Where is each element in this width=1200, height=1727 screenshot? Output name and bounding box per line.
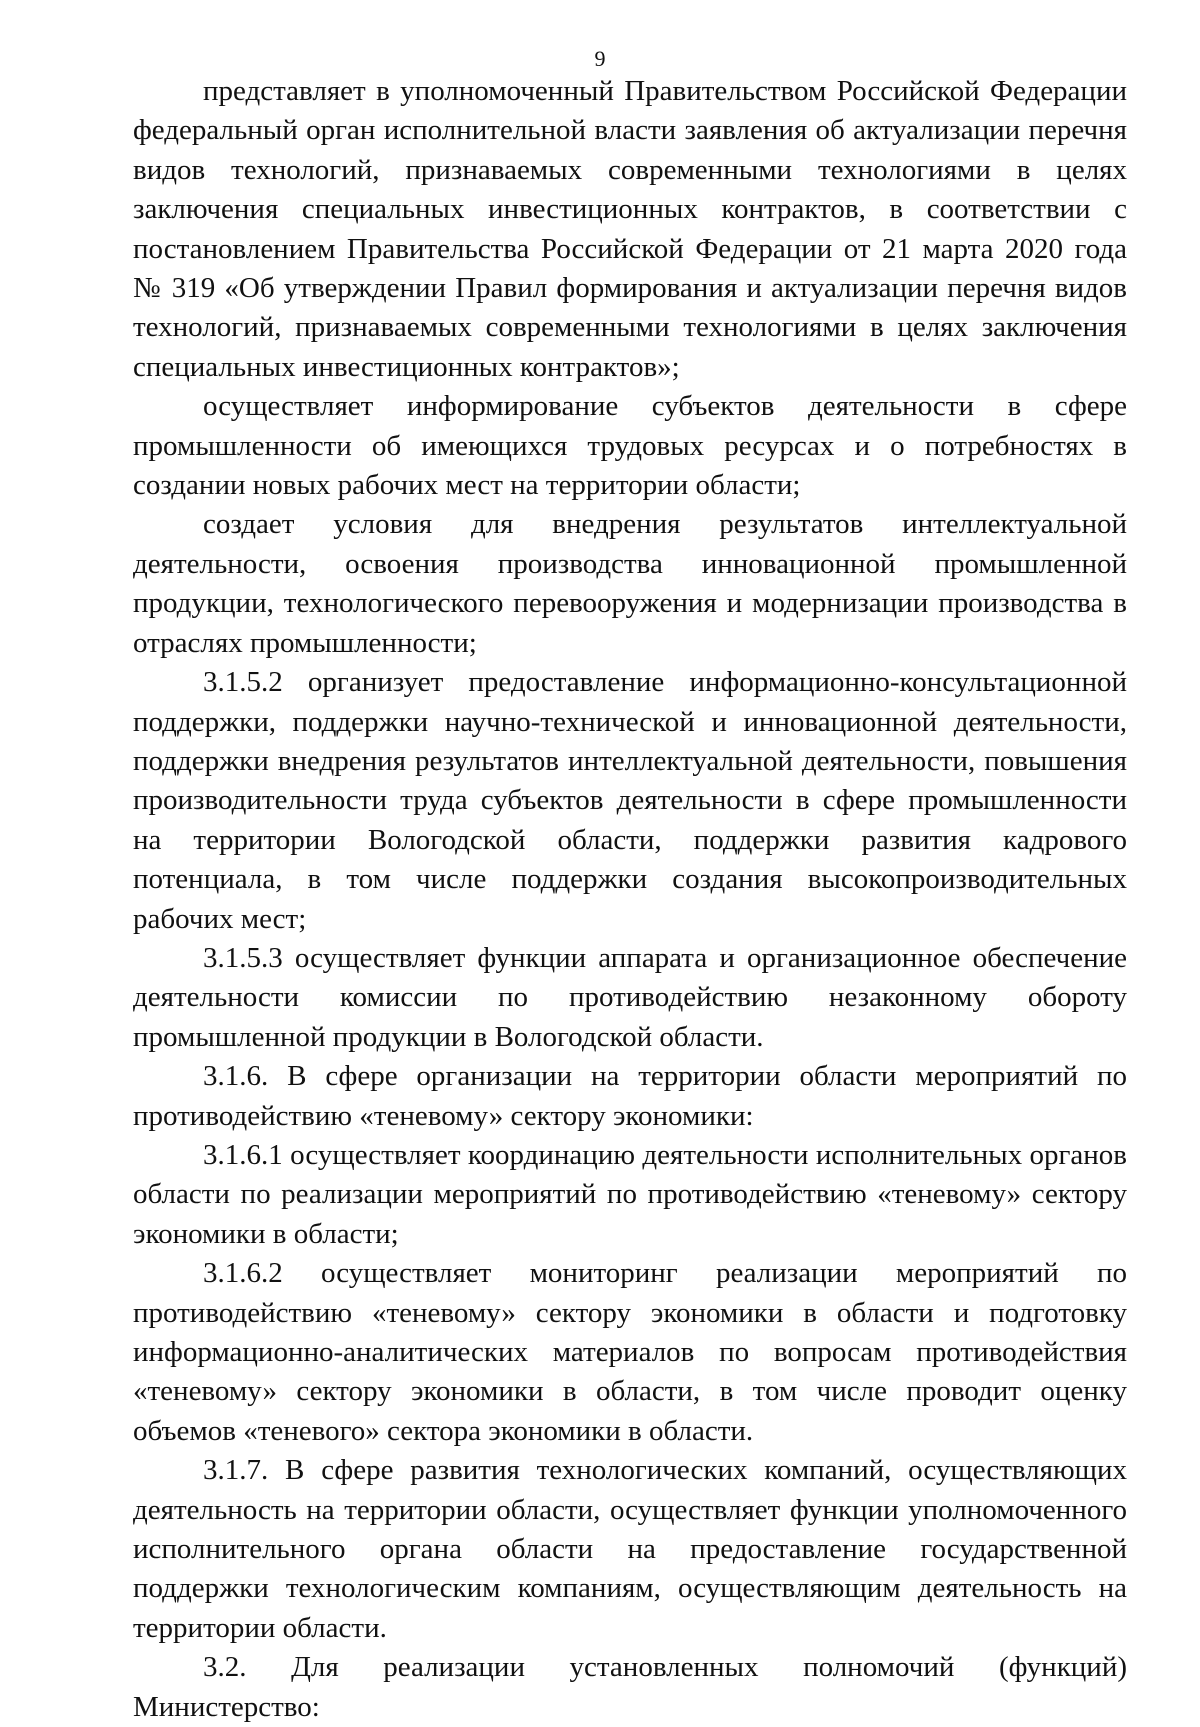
paragraph-5: 3.1.5.3 осуществляет функции аппарата и организационное обеспечение деятельности комиссии по противодействию незаконному обороту промышленной продукции в Вологодской области. (133, 941, 1127, 1053)
paragraph-10: 3.2. Для реализации установленных полномочий (функций) Министерство: (133, 1651, 1127, 1723)
paragraph-9: 3.1.7. В сфере развития технологических компаний, осуществляющих деятельность на территории области, осуществляет функции уполномоченного исполнительного органа области на предоставление государственной поддержки технологическим компаниям, осуществляющим деятельность на территории области. (133, 1454, 1127, 1644)
page-number: 9 (594, 46, 606, 71)
paragraph-1: представляет в уполномоченный Правительством Российской Федерации федеральный орган исполнительной власти заявления об актуализации перечня видов технологий, признаваемых современными технологиями в целях заключения специальных инвестиционных контрактов, в соответствии с постановлением Правительства Российской Федерации от 21 марта 2020 года № 319 «Об утверждении Правил формирования и актуализации перечня видов технологий, признаваемых современными технологиями в целях заключения специальных инвестиционных контрактов»; (133, 75, 1127, 383)
paragraph-8: 3.1.6.2 осуществляет мониторинг реализации мероприятий по противодействию «теневому» сектору экономики в области и подготовку информационно-аналитических материалов по вопросам противодействия «теневому» сектору экономики в области, в том числе проводит оценку объемов «теневого» сектора экономики в области. (133, 1257, 1127, 1447)
paragraph-3: создает условия для внедрения результатов интеллектуальной деятельности, освоения производства инновационной промышленной продукции, технологического перевооружения и модернизации производства в отраслях промышленности; (133, 508, 1127, 659)
paragraph-4: 3.1.5.2 организует предоставление информационно-консультационной поддержки, поддержки научно-технической и инновационной деятельности, поддержки внедрения результатов интеллектуальной деятельности, повышения производительности труда субъектов деятельности в сфере промышленности на территории Вологодской области, поддержки развития кадрового потенциала, в том числе поддержки создания высокопроизводительных рабочих мест; (133, 666, 1127, 935)
paragraph-6: 3.1.6. В сфере организации на территории области мероприятий по противодействию «теневому» сектору экономики: (133, 1060, 1127, 1132)
paragraph-7: 3.1.6.1 осуществляет координацию деятельности исполнительных органов области по реализации мероприятий по противодействию «теневому» сектору экономики в области; (133, 1138, 1127, 1250)
document-body (133, 72, 1127, 1727)
paragraph-2: осуществляет информирование субъектов деятельности в сфере промышленности об имеющихся трудовых ресурсах и о потребностях в создании новых рабочих мест на территории области; (133, 390, 1127, 502)
